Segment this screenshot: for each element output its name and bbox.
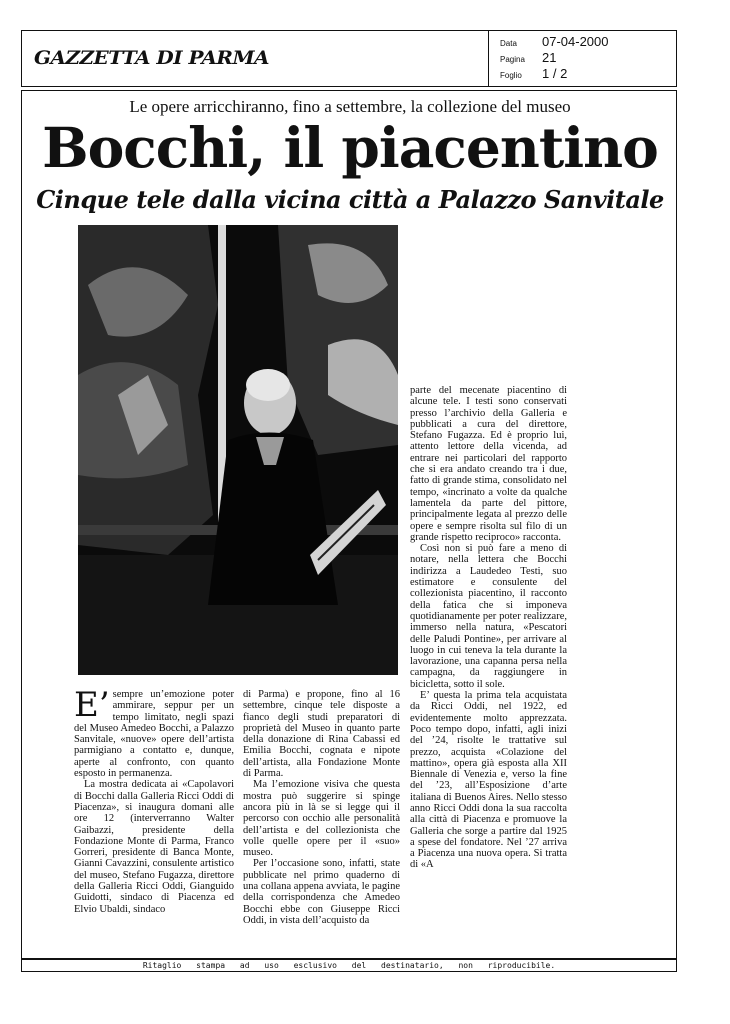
meta-row-sheet xyxy=(500,66,678,82)
paragraph: Ma l’emozione visiva che questa mostra può suggerire si spinge ancora più in là se si legge qui il percorso con occhio alle personalità dell’artista e del collezionista che volle quelle opere per il «suo» museo. xyxy=(243,779,400,859)
article-column-1 xyxy=(74,685,234,915)
paragraph: Per l’occasione sono, infatti, state pubblicate nel primo quaderno di una collana appena avviata, le pagine della corrispondenza che Amedeo Bocchi ebbe con Giuseppe Ricci Oddi, in vista dell’acquisto da xyxy=(243,858,400,926)
paragraph: di Parma) e propone, fino al 16 settembre, cinque tele disposte a fianco degli studi preparatori di proprietà del Museo in quanto parte della donazione di Rina Cabassi ed Emilia Bocchi, cognata e nipote dell’artista, alla Fondazione Monte di Parma. xyxy=(243,689,400,780)
paragraph: Così non si può fare a meno di notare, nella lettera che Bocchi indirizza a Laudedeo Testi, suo estimatore e consulente del collezionista piacentino, il racconto della fatica che si imponeva quotidianamente per poter realizzare, immerso nella natura, «Pescatori delle Paludi Pontine», per arrivare al luogo in cui teneva la tela durante la lavorazione, una capanna persa nella campagna, da raggiungere in bicicletta, sotto il sole. xyxy=(410,543,567,690)
meta-label: Pagina xyxy=(500,55,525,64)
newspaper-logo: GAZZETTA DI PARMA xyxy=(34,47,269,69)
article-photo xyxy=(78,225,398,675)
clipping-meta xyxy=(488,30,678,87)
dropcap: E’ xyxy=(74,685,110,725)
paragraph: E’ questa la prima tela acquistata da Ricci Oddi, nel 1922, ed evidentemente molto apprezzata. Poco tempo dopo, infatti, agli inizi del ’24, risolte le trattative sul prezzo, acquista «Colazione del mattino», opera già esposta alla XII Biennale di Venezia e, verso la fine del ’23, all’Esposizione d’arte italiana di Buenos Aires. Nello stesso anno Ricci Oddi dona la sua raccolta alla città di Piacenza e promuove la Galleria che sorge a partire dal 1925 a spese del fondatore. Nel ’27 arriva a Piacenza una nuova opera. Si tratta di «A xyxy=(410,690,567,871)
meta-value: 1 / 2 xyxy=(542,66,568,81)
paragraph: La mostra dedicata ai «Capolavori di Bocchi dalla Galleria Ricci Oddi di Piacenza», si inaugura domani alle ore 12 (interverranno Walter Gaibazzi, presidente della Fondazione Monte di Parma, Franco Gorreri, presidente di Banca Monte, Gianni Cavazzini, consulente artistico del museo, Stefano Fugazza, direttore della Galleria Ricci Oddi, Gianguido Guidotti, sindaco di Piacenza ed Elvio Ubaldi, sindaco xyxy=(74,779,234,915)
article-column-2 xyxy=(243,689,400,926)
article-frame xyxy=(21,90,677,959)
masthead-box xyxy=(21,30,677,87)
portrait-photo-image xyxy=(78,225,398,675)
paragraph: parte del mecenate piacentino di alcune tele. I testi sono conservati presso l’archivio della Galleria e pubblicati a cura del direttore, Stefano Fugazza. Ed è proprio lui, attento lettore della vicenda, ad entrare nei particolari del rapporto che si era andato creando tra i due, fatto di grande stima, consolidato nel tempo, «incrinato a volte da qualche lamentela da parte del pittore, principalmente legata al prezzo delle opere e sempre risolta sul filo di un grande rispetto reciproco» racconta. xyxy=(410,385,567,543)
article-column-3 xyxy=(410,385,567,871)
article-kicker: Le opere arricchiranno, fino a settembre, la collezione del museo xyxy=(129,97,571,116)
article-headline: Bocchi, il piacentino xyxy=(42,115,658,180)
paragraph xyxy=(74,685,234,780)
meta-label: Foglio xyxy=(500,71,522,80)
paragraph-text: sempre un’emozione poter ammirare, seppur per un tempo limitato, negli spazi del Museo Amedeo Bocchi, a Palazzo Sanvitale, «nuove» opere dell’artista parmigiano a contatto e, dunque, aperte al confronto, con quanto esposto in permanenza. xyxy=(74,689,234,780)
meta-value: 07-04-2000 xyxy=(542,34,609,49)
clipping-footer: Ritaglio stampa ad uso esclusivo del destinatario, non riproducibile. xyxy=(21,959,677,972)
meta-row-page xyxy=(500,50,678,66)
article-subhead: Cinque tele dalla vicina città a Palazzo Sanvitale xyxy=(36,185,664,214)
meta-value: 21 xyxy=(542,50,557,65)
meta-row-date xyxy=(500,34,678,50)
meta-label: Data xyxy=(500,39,517,48)
